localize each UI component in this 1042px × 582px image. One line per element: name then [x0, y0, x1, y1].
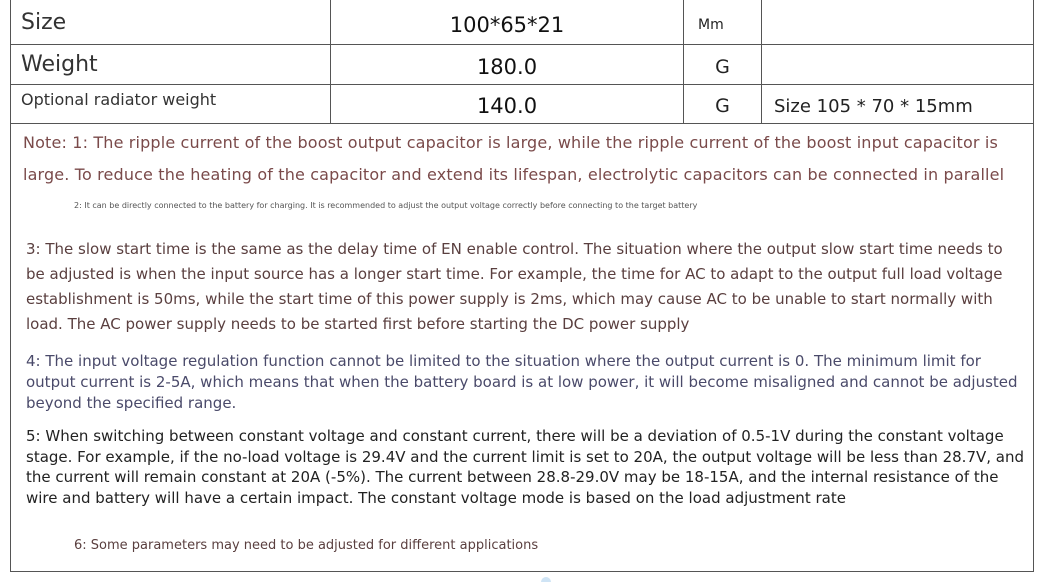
spec-name-cell: Optional radiator weight [11, 85, 331, 123]
note-3: 3: The slow start time is the same as the delay time of EN enable control. The situation where the output slow start time needs to be adjusted is when the input source has a longer start time. For example, the time for AC to adapt to the output full load voltage establishment is 50ms, while the start time of this power supply is 2ms, which may cause AC to be unable to start normally with load. The AC power supply needs to be started first before starting the DC power supply [26, 240, 1003, 333]
table-row [11, 85, 1033, 124]
note-1: Note: 1: The ripple current of the boost output capacitor is large, while the ripple current of the boost input capacitor is large. To reduce the heating of the capacitor and extend its lifespan, electrolytic capacitors can be connected in parallel [23, 133, 1005, 184]
spec-name-cell: Size [11, 0, 331, 44]
spec-unit-cell: G [684, 85, 762, 123]
spec-note-cell [762, 45, 1033, 84]
table-row [11, 45, 1033, 85]
note-2: 2: It can be directly connected to the battery for charging. It is recommended to adjust the output voltage correctly before connecting to the target battery [74, 201, 698, 210]
spec-note-cell [762, 0, 1033, 44]
note-5: 5: When switching between constant voltage and constant current, there will be a deviation of 0.5-1V during the constant voltage stage. For example, if the no-load voltage is 29.4V and the current limit is set to 20A, the output voltage will be less than 28.7V, and the current will remain constant at 20A (-5%). The current between 28.8-29.0V may be 18-15A, and the internal resistance of the wire and battery will have a certain impact. The constant voltage mode is based on the load adjustment rate [26, 427, 1025, 507]
spec-value-cell: 100*65*21 [331, 0, 684, 44]
scroll-indicator-dot [541, 577, 551, 582]
spec-sheet [10, 0, 1034, 572]
spec-value-cell: 140.0 [331, 85, 684, 123]
spec-value-cell: 180.0 [331, 45, 684, 84]
note-4: 4: The input voltage regulation function cannot be limited to the situation where the output current is 0. The minimum limit for output current is 2-5A, which means that when the battery board is at low power, it will become misaligned and cannot be adjusted beyond the specified range. [26, 352, 1018, 412]
spec-unit-cell: Mm [684, 0, 762, 44]
spec-note-cell: Size 105 * 70 * 15mm [774, 95, 973, 117]
spec-name-cell: Weight [11, 45, 331, 84]
table-row [11, 0, 1033, 45]
spec-unit-cell: G [684, 45, 762, 84]
note-6: 6: Some parameters may need to be adjusted for different applications [74, 538, 539, 553]
